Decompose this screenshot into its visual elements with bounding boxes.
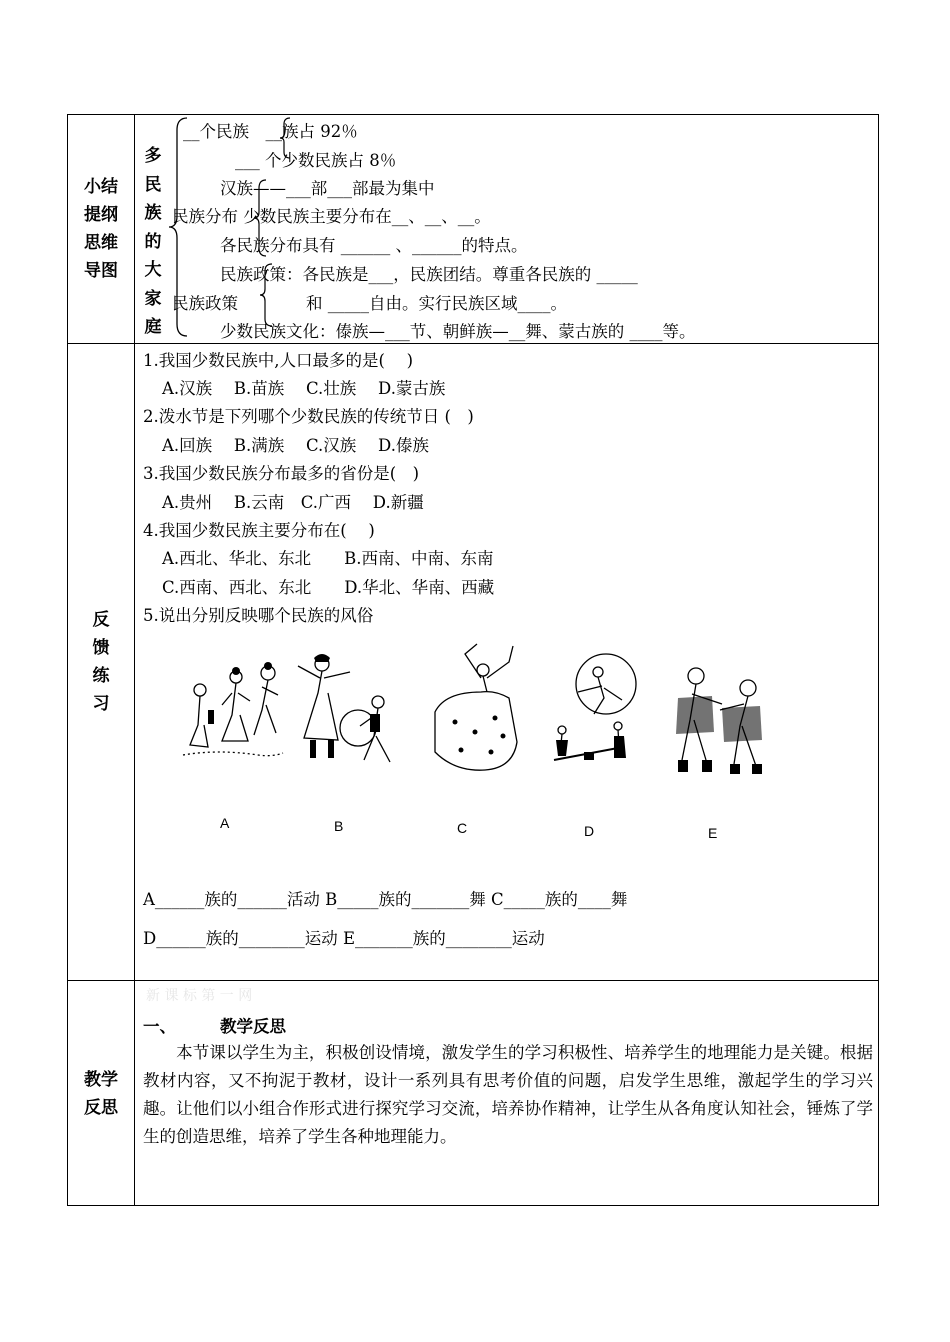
- picture-label: C: [457, 820, 468, 836]
- fill-blank-line: A______族的______活动 B_____族的_______舞 C_____族的____舞: [143, 890, 628, 909]
- picture-label: A: [220, 815, 230, 831]
- question-3-options: A.贵州 B.云南 C.广西 D.新疆: [162, 493, 424, 512]
- section-number: 一、: [143, 1017, 176, 1036]
- summary-label: 小结 提纲 思维 导图: [84, 177, 118, 281]
- reflection-body: 本节课以学生为主，积极创设情境，激发学生的学习积极性、培养学生的地理能力是关键。根据教材内容，又不拘泥于教材，设计一系列具有思考价值的问题，启发学生思维，激起学生的学习兴趣。让他们以小组合作形式进行探究学习交流，培养协作精神，让学生从各角度认知社会，锤炼了学生的创造思维，培养了学生各种地理能力。: [143, 1043, 873, 1146]
- question-4-options: C.西南、西北、东北 D.华北、华南、西藏: [162, 578, 495, 597]
- picture-label: B: [334, 818, 344, 834]
- summary-line: 民族政策: [172, 294, 238, 313]
- summary-line: __个民族 __族占 92％: [183, 122, 358, 141]
- summary-line: 少数民族文化：傣族—___节、朝鲜族—__舞、蒙古族的 ____等。: [220, 322, 696, 341]
- dance-group-illustration: [178, 655, 288, 770]
- skirt-dance-illustration: [425, 632, 525, 782]
- mindmap-title: 多 民 族 的 大 家 庭: [144, 146, 162, 338]
- question-5: 5.说出分别反映哪个民族的风俗: [143, 606, 374, 625]
- summary-line: 民族政策：各民族是___，民族团结。尊重各民族的 _____: [220, 265, 638, 284]
- row-divider: [68, 343, 878, 344]
- summary-line: 汉族——___部___部最为集中: [220, 179, 435, 198]
- reflection-label: 教学 反思: [84, 1069, 118, 1118]
- row-divider: [68, 980, 878, 981]
- seesaw-jump-illustration: [548, 648, 643, 778]
- summary-line: 各民族分布具有 ______ 、______的特点。: [220, 236, 528, 255]
- hoop-dance-illustration: [290, 648, 400, 778]
- question-2-options: A.回族 B.满族 C.汉族 D.傣族: [162, 436, 429, 455]
- question-3: 3.我国少数民族分布最多的省份是( ): [143, 464, 420, 483]
- summary-line: 民族分布 少数民族主要分布在__、__、__。: [172, 207, 491, 226]
- summary-line: 和 _____自由。实行民族区域____。: [306, 294, 567, 313]
- practice-label: 反 馈 练 习: [92, 609, 110, 714]
- question-1-options: A.汉族 B.苗族 C.壮族 D.蒙古族: [162, 379, 446, 398]
- wrestling-illustration: [660, 660, 775, 778]
- question-1: 1.我国少数民族中,人口最多的是( ): [143, 351, 414, 370]
- watermark: 新 课 标 第 一 网: [146, 988, 253, 1004]
- question-2: 2.泼水节是下列哪个少数民族的传统节日 ( ): [143, 407, 474, 426]
- section-heading: 教学反思: [220, 1017, 286, 1036]
- picture-label: E: [708, 825, 718, 841]
- question-4-options: A.西北、华北、东北 B.西南、中南、东南: [162, 549, 494, 568]
- fill-blank-line: D______族的________运动 E_______族的________运动: [143, 929, 545, 948]
- picture-label: D: [584, 823, 595, 839]
- summary-line: ___ 个少数民族占 8％: [235, 151, 397, 170]
- question-4: 4.我国少数民族主要分布在( ): [143, 521, 375, 540]
